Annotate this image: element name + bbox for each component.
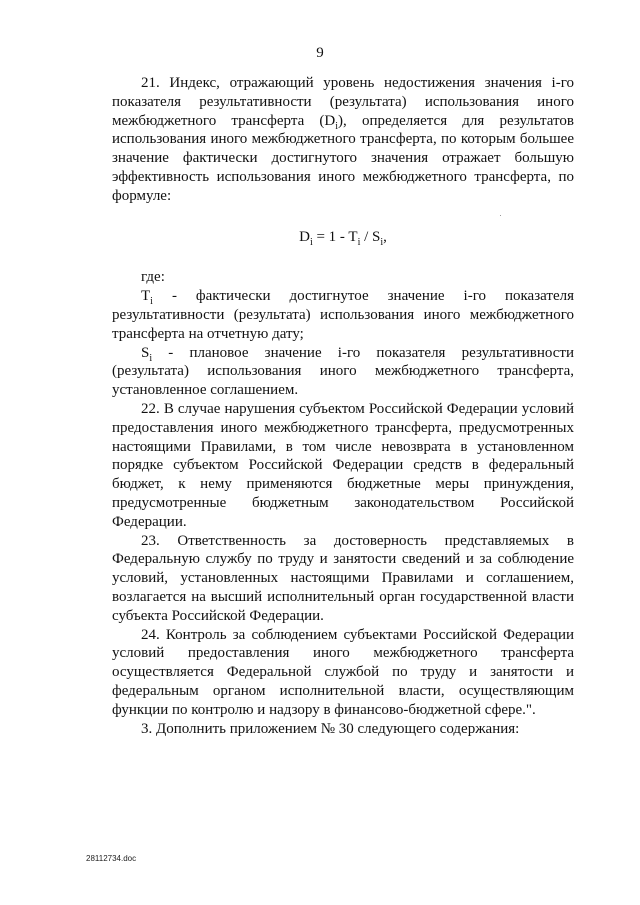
scan-speck <box>500 215 501 216</box>
si-text: - плановое значение i-го показателя результативности (результата) использования иного межбюджетного трансферта, установленное соглашением. <box>112 344 574 399</box>
paragraph-22: 22. В случае нарушения субъектом Российской Федерации условий предоставления иного межбюджетного трансферта, предусмотренных настоящими Правилами, в том числе невозврата в установленном порядке субъектом Российской Федерации средств в федеральный бюджет, к нему применяются бюджетные меры принуждения, предусмотренные бюджетным законодательством Российской Федерации. <box>112 400 574 530</box>
formula <box>112 228 574 247</box>
paragraph-3: 3. Дополнить приложением № 30 следующего содержания: <box>141 720 520 737</box>
definition-si <box>112 344 574 400</box>
paragraph-24: 24. Контроль за соблюдением субъектами Российской Федерации условий предоставления иного межбюджетного трансферта осуществляется Федеральной службой по труду и занятости и федеральным органом исполнительной власти, осуществляющим функции по контролю и надзору в финансово-бюджетной сфере.". <box>112 626 574 718</box>
paragraph-21-text: 21. Индекс, отражающий уровень недостижения значения i-го показателя результативности (результата) использования иного межбюджетного трансферта (D <box>112 75 574 129</box>
paragraph-23: 23. Ответственность за достоверность представляемых в Федеральную службу по труду и занятости сведений и за соблюдение условий, установленных настоящими Правилами и соглашением, возлагается на высший исполнительный орган государственной власти субъекта Российской Федерации. <box>112 532 574 624</box>
page-number: 9 <box>316 45 324 61</box>
formula-end: , <box>383 228 387 245</box>
where-label: где: <box>141 269 165 286</box>
formula-t-sub: i <box>357 236 361 248</box>
si-subscript: i <box>149 352 153 364</box>
si-symbol: S <box>141 344 150 361</box>
paragraph-21-text-cont: ), определяется для результатов использования иного межбюджетного трансферта, по которым большее значение фактически достигнутого значения отражает большую эффективность использования иного межбюджетного трансферта, по формуле: <box>112 112 574 204</box>
definition-ti <box>112 287 574 343</box>
formula-div: / S <box>360 228 381 245</box>
ti-subscript: i <box>150 296 153 308</box>
formula-d-sub: i <box>309 236 313 248</box>
formula-mid: = 1 - T <box>312 228 358 245</box>
document-body <box>112 74 574 738</box>
ti-text: - фактически достигнутое значение i-го показателя результативности (результата) использования иного межбюджетного трансферта на отчетную дату; <box>112 288 574 342</box>
footer-filename: 28112734.doc <box>86 854 137 863</box>
formula-d: D <box>299 228 310 245</box>
ti-symbol: T <box>141 288 151 305</box>
paragraph-21-subscript: i <box>335 120 339 132</box>
formula-s-sub: i <box>380 236 384 248</box>
paragraph-21 <box>112 74 574 206</box>
